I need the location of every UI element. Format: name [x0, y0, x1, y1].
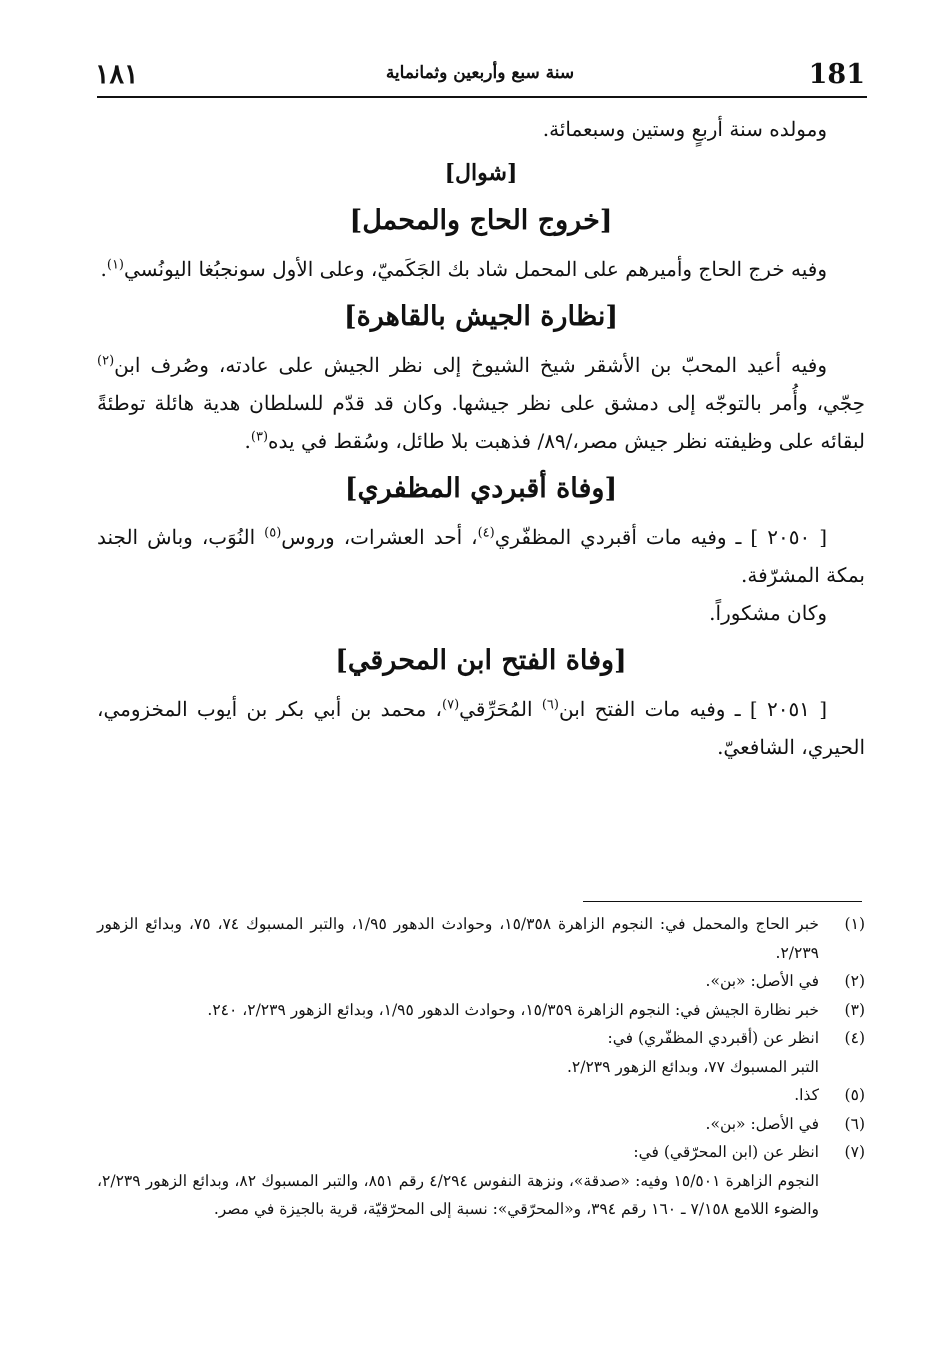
footnote	[97, 1081, 865, 1110]
footnote-line: انظر عن (ابن المحرّقي) في:	[633, 1143, 819, 1161]
footnote-ref: (٣)	[250, 429, 269, 445]
paragraph-text: وفيه خرج الحاج وأميرهم على المحمل شاد بك الجَكَميّ، وعلى الأول سونجبُغا اليونُسي	[124, 257, 827, 281]
page-number-arabic: ١٨١	[95, 59, 139, 90]
footnote-number: (٦)	[844, 1114, 865, 1133]
opening-line: ومولده سنة أربعٍ وستين وسبعمائة.	[542, 117, 827, 141]
footnote-number: (٢)	[844, 972, 865, 990]
footnote	[97, 1110, 865, 1139]
footnote	[97, 1138, 865, 1224]
paragraph-text: حِجّي، وأُمر بالتوجّه إلى دمشق على نظر جيشها. وكان قد قدّم للسلطان هدية هائلة توطئةً لبقائه على وظيفته نظر جيش مصر،/٨٩/ فذهبت بلا طائل، وسُقط في يده	[97, 391, 865, 453]
footnote-number: (٧)	[844, 1143, 865, 1161]
footnotes	[97, 910, 865, 1224]
footnote-text	[97, 1138, 819, 1224]
running-title: سنة سبع وأربعين وثمانماية	[385, 63, 575, 83]
header-rule	[97, 96, 867, 98]
footnote-line: النجوم الزاهرة ١٥/٥٠١ وفيه: «صدقة»، ونزهة النفوس ٤/٢٩٤ رقم ٨٥١، والتبر المسبوك ٨٢، وبدائع الزهور ٢/٢٣٩، والضوء اللامع ٧/١٥٨ ـ ١٦٠ رقم ٣٩٤، و«المحرّقي»: نسبة إلى المحرّقيّة، قرية بالجيزة في مصر.	[97, 1171, 820, 1218]
page-number-latin: 181	[808, 59, 865, 90]
footnote-number: (٣)	[844, 1000, 865, 1019]
footnote-ref: (٥)	[264, 525, 282, 541]
footnote-text	[97, 1024, 819, 1081]
paragraph-text: .	[244, 429, 251, 453]
footnote-rule	[583, 901, 862, 902]
footnote-text: خبر الحاج والمحمل في: النجوم الزاهرة ١٥/٣٥٨، وحوادث الدهور ١/٩٥، والتبر المسبوك ٧٤، ٧٥، وبدائع الزهور ٢/٢٣٩.	[97, 915, 819, 962]
footnote	[97, 1024, 865, 1081]
footnote-text: في الأصل: «بن».	[705, 1114, 819, 1133]
section-heading-army: [نظارة الجيش بالقاهرة]	[343, 301, 619, 332]
footnote-text: في الأصل: «بن».	[705, 972, 819, 990]
footnote-line: انظر عن (أقبردي المظفّري) في:	[607, 1029, 819, 1047]
page-header	[95, 55, 865, 99]
footnote-ref: (٢)	[97, 353, 115, 369]
section-heading-pilgrims: [خروج الحاج والمحمل]	[349, 205, 613, 236]
footnote-ref: (١)	[106, 257, 124, 273]
main-text	[97, 110, 865, 766]
month-heading: [شوال]	[444, 160, 518, 186]
section-paragraph-pilgrims	[97, 250, 865, 288]
footnote-ref: (٤)	[477, 525, 495, 541]
section-paragraph-army	[97, 346, 865, 460]
footnote	[97, 967, 865, 996]
paragraph-text: المُحَرِّقي	[459, 697, 542, 721]
footnote	[97, 996, 865, 1025]
section-paragraph-aqbardi	[97, 518, 865, 594]
footnote-ref: (٦)	[541, 697, 559, 713]
footnote-number: (٤)	[844, 1029, 865, 1047]
footnote-number: (١)	[844, 915, 865, 933]
paragraph-text: وفيه أعيد المحبّ بن الأشقر شيخ الشيوخ إلى نظر الجيش على عادته، وصُرف ابن	[114, 353, 828, 377]
paragraph-text: [ ٢٠٥٠ ] ـ وفيه مات أقبردي المظفّري	[494, 525, 827, 549]
paragraph-text: النُوَب، وباش الجند بمكة المشرّفة.	[97, 525, 865, 587]
paragraph-text: [ ٢٠٥١ ] ـ وفيه مات الفتح ابن	[558, 697, 827, 721]
section-heading-aqbardi: [وفاة أقبردي المظفري]	[344, 473, 618, 504]
footnote-number: (٥)	[844, 1086, 865, 1104]
section-paragraph-fath	[97, 690, 865, 766]
footnote-text: كذا.	[794, 1086, 819, 1104]
footnote-text: خبر نظارة الجيش في: النجوم الزاهرة ١٥/٣٥٩، وحوادث الدهور ١/٩٥، وبدائع الزهور ٢/٢٣٩، ٢٤٠.	[207, 1000, 819, 1019]
section-extra-line: وكان مشكوراً.	[709, 601, 827, 625]
paragraph-text: ، محمد بن أبي بكر بن أيوب المخزومي، الحيري، الشافعيّ.	[97, 697, 865, 759]
paragraph-text: .	[100, 257, 107, 281]
footnote-ref: (٧)	[442, 697, 460, 713]
section-heading-fath: [وفاة الفتح ابن المحرقي]	[335, 645, 627, 676]
footnote-line: التبر المسبوك ٧٧، وبدائع الزهور ٢/٢٣٩.	[566, 1057, 819, 1076]
footnote	[97, 910, 865, 967]
paragraph-text: ، أحد العشرات، وروس	[281, 525, 478, 549]
